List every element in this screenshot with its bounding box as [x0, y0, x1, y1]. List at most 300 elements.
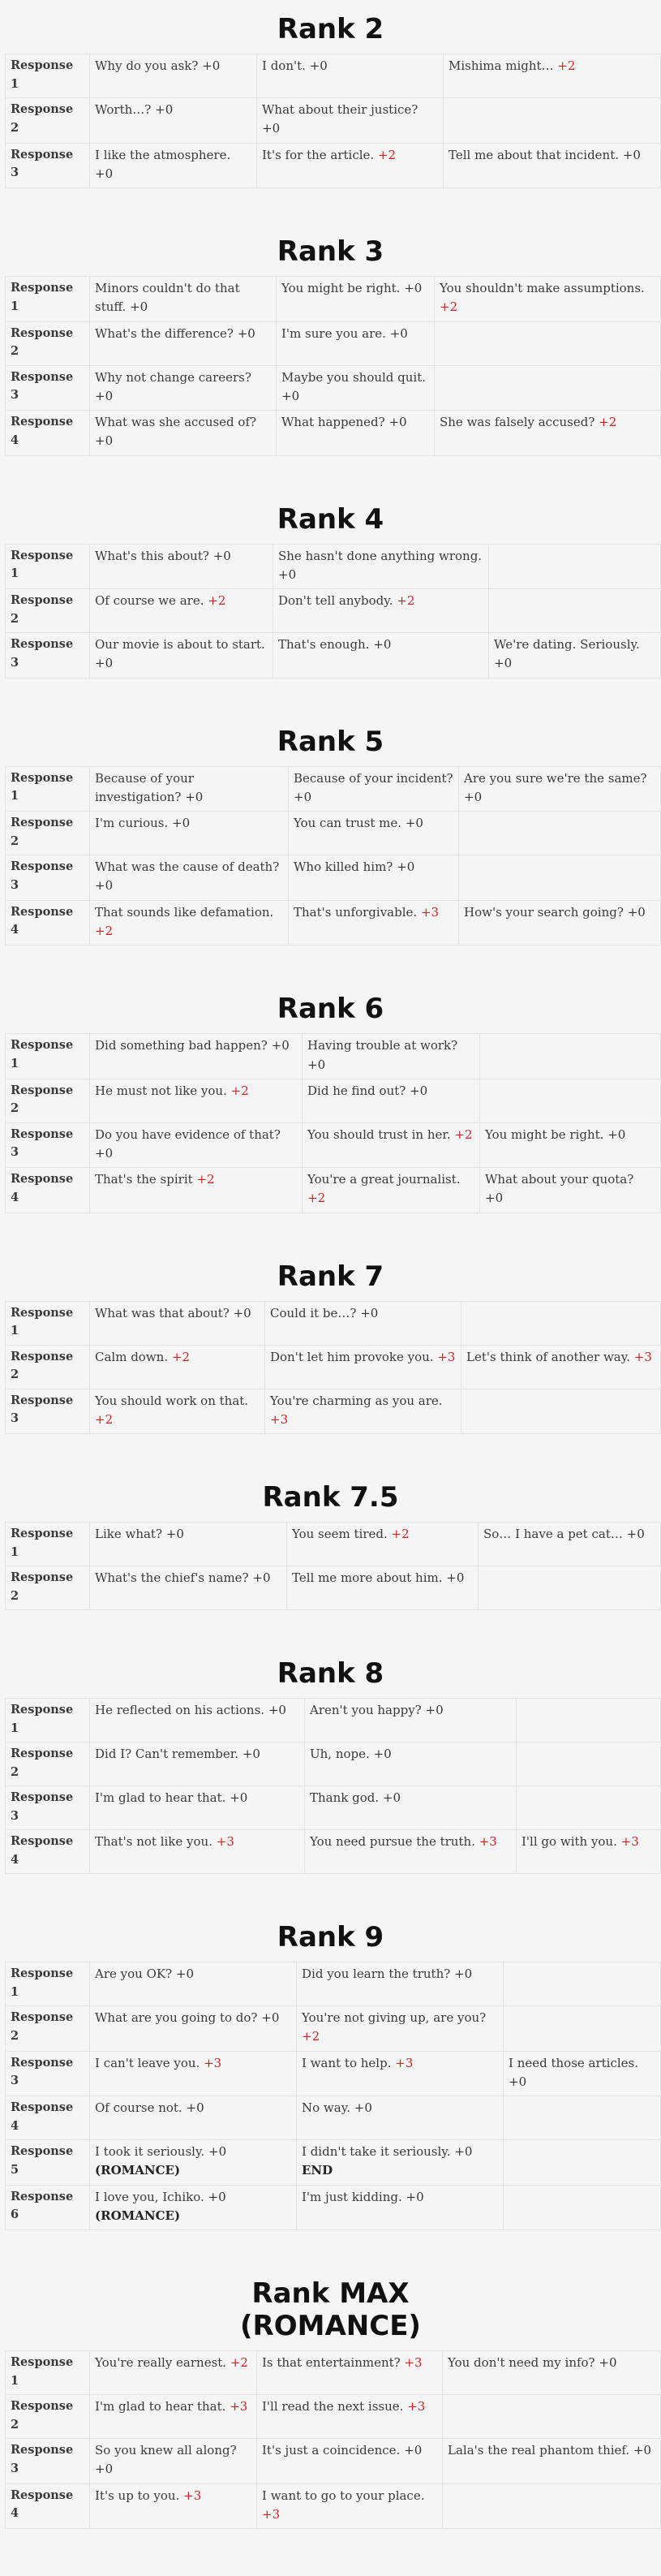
rank-title [0, 2277, 661, 2342]
response-option [297, 1962, 504, 2006]
option-text: You need pursue the truth. [310, 1834, 475, 1850]
option-text: Our movie is about to start. [95, 637, 265, 653]
option-text: You should work on that. [95, 1393, 249, 1408]
point-bonus: +0 [95, 656, 114, 671]
response-option [90, 321, 277, 365]
table-row [6, 321, 661, 365]
response-label: Response 6 [6, 2185, 90, 2230]
empty-cell [480, 1034, 661, 1079]
table-row [6, 1830, 661, 1874]
response-label: Response 1 [6, 1962, 90, 2006]
point-bonus: +3 [420, 904, 440, 920]
option-text: So you knew all along? [95, 2443, 237, 2458]
point-bonus: +0 [281, 388, 300, 403]
option-text: I'm curious. [95, 816, 169, 831]
rank-section [0, 503, 661, 678]
response-label: Response 3 [6, 143, 90, 188]
rank-section [0, 13, 661, 188]
rank-section [0, 2277, 661, 2529]
point-bonus: +0 [622, 147, 641, 162]
rank-title [0, 503, 661, 536]
option-text: It's up to you. [95, 2488, 180, 2503]
option-text: You're charming as you are. [270, 1393, 443, 1408]
rank-title-line: Rank 9 [277, 1921, 384, 1954]
response-label: Response 1 [6, 54, 90, 98]
point-bonus: +0 [354, 2100, 372, 2116]
response-option [90, 589, 273, 633]
option-text: Because of your investigation? [95, 770, 194, 804]
rank-section [0, 1481, 661, 1610]
option-text: I'm glad to hear that. [95, 1790, 226, 1806]
response-label: Response 1 [6, 277, 90, 322]
point-bonus: +0 [599, 2355, 617, 2371]
option-text: I love you, Ichiko. [95, 2189, 204, 2204]
table-row [6, 2096, 661, 2140]
responses-table [5, 1301, 661, 1434]
option-text: Uh, nope. [310, 1747, 370, 1762]
option-text: That's the spirit [95, 1172, 193, 1187]
point-bonus: +2 [599, 415, 617, 430]
response-option [303, 1034, 480, 1079]
point-bonus: +2 [391, 1527, 410, 1542]
point-bonus: +0 [307, 1057, 326, 1072]
response-option [444, 54, 661, 98]
point-bonus: +0 [397, 859, 415, 875]
response-label: Response 2 [6, 1079, 90, 1122]
option-text: What about their justice? [262, 102, 418, 118]
response-option [90, 1301, 265, 1345]
option-text: You shouldn't make assumptions. [440, 281, 645, 296]
response-option [90, 143, 257, 188]
option-text: No way. [302, 2100, 350, 2116]
point-bonus: +3 [404, 2355, 423, 2371]
response-label: Response 2 [6, 98, 90, 144]
response-option [287, 1566, 479, 1610]
point-bonus: +0 [155, 102, 174, 118]
point-bonus: +0 [262, 121, 281, 136]
point-bonus: +2 [208, 593, 226, 609]
response-option [265, 1345, 461, 1389]
option-text: It's for the article. [262, 147, 375, 162]
response-option [90, 2395, 257, 2439]
point-bonus: +0 [242, 1747, 260, 1762]
point-bonus: +3 [216, 1834, 234, 1850]
option-text: Of course not. [95, 2100, 182, 2116]
table-row [6, 1962, 661, 2006]
point-bonus: +0 [261, 2010, 280, 2026]
table-row [6, 2140, 661, 2186]
table-row [6, 1699, 661, 1742]
response-option [297, 2096, 504, 2140]
point-bonus: +0 [485, 1191, 504, 1206]
response-label: Response 2 [6, 1345, 90, 1389]
option-text: That's not like you. [95, 1834, 212, 1850]
point-bonus: +2 [302, 2029, 320, 2044]
option-text: Calm down. [95, 1349, 169, 1364]
point-bonus: +0 [271, 1038, 290, 1053]
point-bonus: +3 [407, 2399, 426, 2414]
responses-table [5, 2350, 661, 2529]
option-text: What was the cause of death? [95, 859, 280, 875]
option-text: Don't tell anybody. [278, 593, 393, 609]
response-label: Response 2 [6, 1742, 90, 1786]
point-bonus: +0 [208, 2189, 226, 2204]
option-text: I don't. [262, 58, 306, 74]
response-option [305, 1786, 517, 1830]
response-option [303, 1079, 480, 1122]
response-option [517, 1830, 661, 1874]
rank-section [0, 993, 661, 1213]
point-bonus: +0 [208, 2144, 227, 2160]
option-text: Lala's the real phantom thief. [448, 2443, 630, 2458]
table-row [6, 2051, 661, 2096]
option-note: (ROMANCE) [95, 2208, 181, 2223]
point-bonus: +0 [627, 904, 646, 920]
response-option [289, 766, 459, 812]
option-text: Tell me about that incident. [449, 147, 619, 162]
response-option [90, 2483, 257, 2529]
response-option [90, 1742, 305, 1786]
point-bonus: +0 [404, 281, 423, 296]
point-bonus: +0 [95, 878, 114, 894]
point-bonus: +0 [233, 1305, 251, 1320]
option-text: You should trust in her. [307, 1126, 451, 1142]
rank-title [0, 13, 661, 45]
point-bonus: +2 [95, 923, 114, 938]
response-label: Response 1 [6, 1034, 90, 1079]
option-text: What are you going to do? [95, 2010, 258, 2026]
option-text: Aren't you happy? [310, 1703, 422, 1718]
option-text: Like what? [95, 1527, 163, 1542]
response-option [90, 766, 289, 812]
rank-title [0, 235, 661, 268]
option-text: Did I? Can't remember. [95, 1747, 239, 1762]
empty-cell [435, 321, 661, 365]
option-text: I didn't take it seriously. [302, 2144, 451, 2160]
responses-table [5, 544, 661, 678]
point-bonus: +0 [509, 2074, 527, 2089]
table-row [6, 766, 661, 812]
point-bonus: +0 [454, 1966, 473, 1982]
response-option [90, 855, 289, 901]
response-option [90, 1830, 305, 1874]
option-text: She hasn't done anything wrong. [278, 548, 483, 563]
table-row [6, 365, 661, 411]
empty-cell [504, 2096, 661, 2140]
response-label: Response 4 [6, 1830, 90, 1874]
option-text: What's this about? [95, 548, 209, 563]
response-option [297, 2051, 504, 2096]
response-option [257, 2483, 443, 2529]
response-option [303, 1168, 480, 1213]
point-bonus: +0 [406, 2189, 424, 2204]
response-option [297, 2006, 504, 2052]
response-label: Response 2 [6, 2395, 90, 2439]
empty-cell [461, 1301, 661, 1345]
responses-table [5, 276, 661, 455]
point-bonus: +0 [165, 1527, 184, 1542]
point-bonus: +0 [185, 790, 204, 804]
empty-cell [435, 365, 661, 411]
point-bonus: +2 [397, 593, 415, 609]
table-row [6, 900, 661, 946]
response-option [273, 589, 489, 633]
empty-cell [489, 589, 661, 633]
point-bonus: +0 [95, 388, 114, 403]
response-option [289, 900, 459, 946]
rank-title-line: Rank MAX [251, 2277, 410, 2311]
option-text: Did something bad happen? [95, 1038, 268, 1053]
response-option [277, 321, 435, 365]
response-option [265, 1301, 461, 1345]
option-text: I'm just kidding. [302, 2189, 402, 2204]
response-option [435, 411, 661, 456]
point-bonus: +0 [294, 790, 312, 804]
response-label: Response 1 [6, 544, 90, 589]
option-text: Of course we are. [95, 593, 204, 609]
option-text: Are you OK? [95, 1966, 173, 1982]
table-row [6, 2483, 661, 2529]
empty-cell [480, 1079, 661, 1122]
option-text: Let's think of another way. [466, 1349, 630, 1364]
empty-cell [504, 2185, 661, 2230]
point-bonus: +0 [494, 656, 513, 671]
empty-cell [479, 1566, 661, 1610]
option-text: How's your search going? [464, 904, 624, 920]
option-text: What's the difference? [95, 325, 234, 341]
point-bonus: +0 [212, 548, 231, 563]
option-text: Worth…? [95, 102, 152, 118]
table-row [6, 1301, 661, 1345]
response-option [461, 1345, 661, 1389]
option-text: I'm glad to hear that. [95, 2399, 226, 2414]
response-option [305, 1742, 517, 1786]
response-option [273, 544, 489, 589]
point-bonus: +0 [252, 1570, 271, 1586]
response-label: Response 3 [6, 2439, 90, 2484]
point-bonus: +3 [230, 2399, 248, 2414]
option-text: You're a great journalist. [307, 1172, 461, 1187]
response-label: Response 4 [6, 1168, 90, 1213]
empty-cell [504, 1962, 661, 2006]
response-label: Response 5 [6, 2140, 90, 2186]
option-text: Why do you ask? [95, 58, 199, 74]
table-row [6, 1389, 661, 1434]
option-text: What's the chief's name? [95, 1570, 249, 1586]
option-text: We're dating. Seriously. [494, 637, 640, 653]
response-option [90, 1034, 303, 1079]
option-text: What happened? [281, 415, 385, 430]
response-label: Response 2 [6, 321, 90, 365]
response-label: Response 2 [6, 2006, 90, 2052]
response-option [435, 277, 661, 322]
option-text: Could it be…? [270, 1305, 357, 1320]
response-label: Response 1 [6, 2351, 90, 2395]
option-note: (ROMANCE) [95, 2163, 181, 2178]
response-option [90, 2185, 297, 2230]
point-bonus: +0 [237, 325, 255, 341]
response-option [90, 411, 277, 456]
table-row [6, 2185, 661, 2230]
point-bonus: +2 [307, 1191, 326, 1206]
option-text: I need those articles. [509, 2055, 639, 2070]
point-bonus: +2 [196, 1172, 215, 1187]
point-bonus: +2 [230, 2355, 248, 2371]
response-option [90, 1079, 303, 1122]
point-bonus: +0 [309, 58, 328, 74]
option-text: You might be right. [281, 281, 401, 296]
table-row [6, 633, 661, 678]
response-option [90, 1168, 303, 1213]
point-bonus: +0 [175, 1966, 195, 1982]
option-text: Are you sure we're the same? [464, 770, 647, 786]
rank-section [0, 235, 661, 456]
response-option [90, 544, 273, 589]
option-text: He must not like you. [95, 1083, 227, 1098]
option-text: I want to go to your place. [262, 2488, 425, 2503]
option-text: I took it seriously. [95, 2144, 205, 2160]
responses-table [5, 1522, 661, 1610]
response-option [90, 1122, 303, 1168]
point-bonus: +2 [557, 58, 576, 74]
response-option [90, 365, 277, 411]
option-text: Do you have evidence of that? [95, 1126, 281, 1142]
table-row [6, 1034, 661, 1079]
rank-section [0, 1260, 661, 1434]
response-option [90, 1786, 305, 1830]
option-text: I'm sure you are. [281, 325, 386, 341]
point-bonus: +0 [95, 2462, 114, 2477]
point-bonus: +0 [607, 1126, 626, 1142]
response-option [257, 54, 444, 98]
option-text: Having trouble at work? [307, 1038, 458, 1053]
option-text: That's enough. [278, 637, 370, 653]
point-bonus: +0 [464, 790, 483, 804]
option-text: You can trust me. [294, 816, 402, 831]
option-text: What was that about? [95, 1305, 230, 1320]
rank-section [0, 1657, 661, 1874]
option-text: Did he find out? [307, 1083, 406, 1098]
table-row [6, 2006, 661, 2052]
response-option [90, 900, 289, 946]
empty-cell [489, 544, 661, 589]
response-option [90, 2439, 257, 2484]
option-text: She was falsely accused? [440, 415, 595, 430]
option-text: What was she accused of? [95, 415, 257, 430]
empty-cell [517, 1786, 661, 1830]
table-row [6, 98, 661, 144]
option-text: He reflected on his actions. [95, 1703, 265, 1718]
table-row [6, 54, 661, 98]
point-bonus: +0 [278, 566, 297, 582]
response-option [303, 1122, 480, 1168]
option-text: Why not change careers? [95, 369, 251, 385]
responses-table [5, 54, 661, 188]
option-text: You seem tired. [292, 1527, 388, 1542]
response-option [90, 2096, 297, 2140]
table-row [6, 1786, 661, 1830]
point-bonus: +0 [202, 58, 221, 74]
rank-title-line: Rank 3 [277, 235, 384, 269]
option-text: You're not giving up, are you? [302, 2010, 487, 2026]
table-row [6, 2439, 661, 2484]
response-label: Response 3 [6, 633, 90, 678]
point-bonus: +0 [446, 1570, 465, 1586]
empty-cell [443, 2483, 661, 2529]
option-text: Did you learn the truth? [302, 1966, 451, 1982]
response-option [257, 98, 444, 144]
response-option [90, 1523, 287, 1566]
point-bonus: +0 [626, 1527, 645, 1542]
option-text: So… I have a pet cat… [483, 1527, 623, 1542]
option-text: Minors couldn't do that stuff. [95, 281, 240, 315]
option-text: I like the atmosphere. [95, 147, 231, 162]
point-bonus: +0 [95, 166, 114, 181]
response-option [273, 633, 489, 678]
point-bonus: +0 [230, 1790, 248, 1806]
table-row [6, 1079, 661, 1122]
response-option [90, 1699, 305, 1742]
response-label: Response 4 [6, 900, 90, 946]
empty-cell [459, 855, 661, 901]
response-option [287, 1523, 479, 1566]
response-option [90, 98, 257, 144]
empty-cell [461, 1389, 661, 1434]
point-bonus: +3 [620, 1834, 639, 1850]
option-text: Who killed him? [294, 859, 393, 875]
responses-table [5, 766, 661, 946]
table-row [6, 1742, 661, 1786]
empty-cell [444, 98, 661, 144]
response-label: Response 3 [6, 855, 90, 901]
option-text: It's just a coincidence. [262, 2443, 401, 2458]
rank-title [0, 1481, 661, 1514]
table-row [6, 277, 661, 322]
point-bonus: +0 [360, 1305, 379, 1320]
response-option [289, 855, 459, 901]
point-bonus: +3 [204, 2055, 222, 2070]
response-label: Response 1 [6, 1523, 90, 1566]
point-bonus: +2 [95, 1411, 114, 1427]
point-bonus: +3 [262, 2506, 281, 2522]
point-bonus: +0 [404, 2443, 423, 2458]
response-label: Response 1 [6, 1699, 90, 1742]
response-option [90, 633, 273, 678]
response-label: Response 3 [6, 365, 90, 411]
point-bonus: +3 [437, 1349, 456, 1364]
point-bonus: +0 [633, 2443, 652, 2458]
point-bonus: +0 [373, 637, 392, 653]
rank-title [0, 1921, 661, 1954]
point-bonus: +3 [395, 2055, 414, 2070]
rank-title [0, 1657, 661, 1690]
empty-cell [459, 812, 661, 855]
table-row [6, 1345, 661, 1389]
response-option [90, 1345, 265, 1389]
table-row [6, 1122, 661, 1168]
table-row [6, 544, 661, 589]
response-option [480, 1168, 661, 1213]
table-row [6, 2395, 661, 2439]
option-text: What about your quota? [485, 1172, 634, 1187]
point-bonus: +3 [479, 1834, 497, 1850]
point-bonus: +0 [410, 1083, 428, 1098]
empty-cell [504, 2140, 661, 2186]
response-label: Response 1 [6, 1301, 90, 1345]
point-bonus: +2 [171, 1349, 191, 1364]
response-option [90, 812, 289, 855]
option-text: You don't need my info? [448, 2355, 595, 2371]
